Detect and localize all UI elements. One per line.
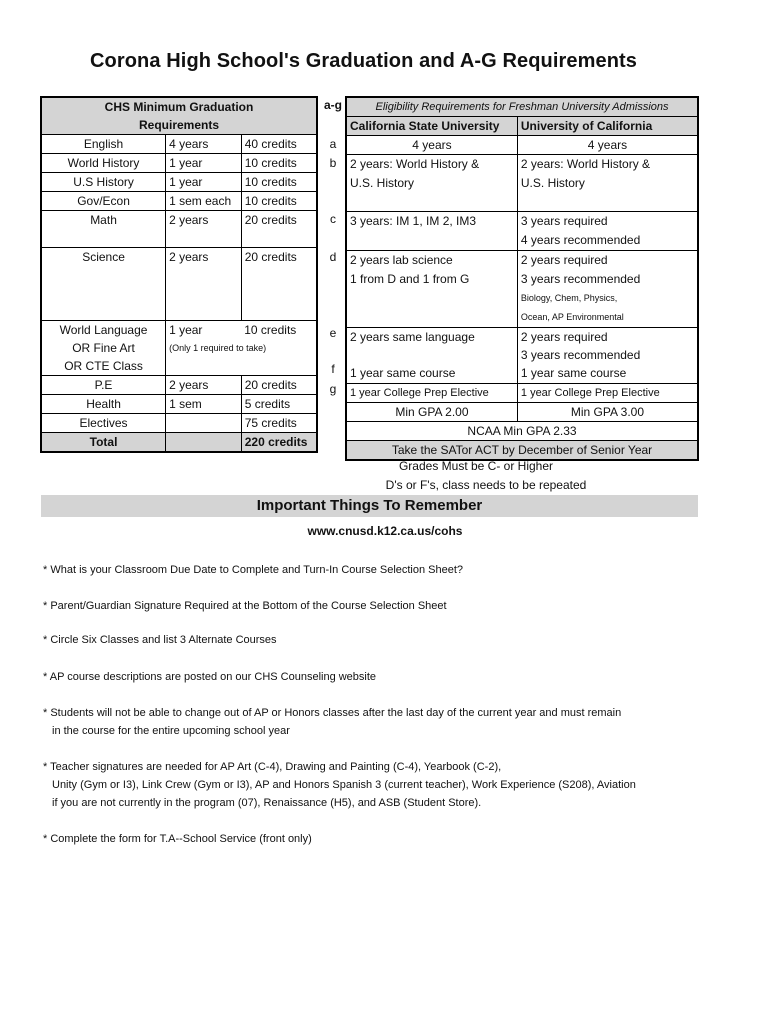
years-cell: 2 years — [166, 376, 242, 395]
gpa-csu-cell: Min GPA 2.00 — [346, 403, 517, 422]
d-uc-cell — [517, 251, 698, 328]
list-item: * Teacher signatures are needed for AP Art (C-4), Drawing and Painting (C-4), Yearbook (C-2), — [43, 761, 502, 773]
credits-cell: 10 credits — [241, 321, 317, 340]
ag-letter-g: g — [329, 382, 337, 396]
csu-header: California State University — [346, 117, 517, 136]
b-csu-line1: 2 years: World History & — [350, 157, 480, 171]
total-label: Total — [41, 433, 166, 453]
years-cell: 1 sem each — [166, 192, 242, 211]
e-csu: 2 years same language — [350, 330, 475, 344]
gpa-uc-cell: Min GPA 3.00 — [517, 403, 698, 422]
table-row — [41, 376, 317, 395]
ag-letter-a: a — [329, 137, 337, 151]
ag-letter-b: b — [329, 156, 337, 170]
table-row — [346, 422, 698, 441]
credits-cell: 20 credits — [241, 376, 317, 395]
table-row — [41, 211, 317, 248]
list-item: * Complete the form for T.A--School Service (front only) — [43, 833, 312, 845]
b-csu-cell — [346, 155, 517, 212]
subject-cell: P.E — [41, 376, 166, 395]
subject-cell: Science — [41, 248, 166, 321]
page-title: Corona High School's Graduation and A-G Requirements — [90, 50, 638, 72]
uc-header: University of California — [517, 117, 698, 136]
ef-uc-cell — [517, 328, 698, 384]
d-uc-line3: Biology, Chem, Physics, — [520, 293, 618, 303]
table-row — [41, 154, 317, 173]
b-csu-line2: U.S. History — [350, 176, 415, 190]
table-row — [346, 136, 698, 155]
eligibility-table — [345, 96, 699, 461]
years-cell — [166, 357, 317, 376]
important-heading: Important Things To Remember — [41, 495, 698, 517]
table-row — [346, 251, 698, 328]
ag-letter-e: e — [329, 326, 337, 340]
table-row — [41, 339, 317, 357]
subject-cell: Gov/Econ — [41, 192, 166, 211]
sat-cell: Take the SATor ACT by December of Senior Year — [346, 441, 698, 461]
table-row — [346, 384, 698, 403]
subject-cell: OR CTE Class — [41, 357, 166, 376]
list-item: * What is your Classroom Due Date to Complete and Turn-In Course Selection Sheet? — [43, 564, 464, 576]
table-row — [41, 357, 317, 376]
credits-cell: 20 credits — [241, 248, 317, 321]
c-uc-line2: 4 years recommended — [520, 233, 641, 247]
subject-cell: OR Fine Art — [41, 339, 166, 357]
table-row — [346, 441, 698, 461]
credits-cell: 20 credits — [241, 211, 317, 248]
years-cell: 2 years — [166, 211, 242, 248]
chs-header-line1: CHS Minimum Graduation — [41, 97, 317, 116]
ef-csu-spacer — [350, 346, 514, 364]
c-csu-cell: 3 years: IM 1, IM 2, IM3 — [346, 212, 517, 251]
e-uc-line2: 3 years recommended — [520, 348, 641, 362]
d-csu-line2: 1 from D and 1 from G — [350, 272, 470, 286]
c-uc-line1: 3 years required — [520, 214, 608, 228]
credits-cell: 10 credits — [241, 154, 317, 173]
table-row — [41, 395, 317, 414]
table-row — [41, 321, 317, 340]
d-uc-line2: 3 years recommended — [520, 272, 641, 286]
ag-label: a-g — [324, 98, 342, 112]
table-row — [41, 192, 317, 211]
years-cell: 1 year — [166, 173, 242, 192]
table-row — [346, 328, 698, 384]
total-spacer — [166, 433, 242, 453]
d-csu-cell — [346, 251, 517, 328]
total-row — [41, 433, 317, 453]
ef-csu-cell — [346, 328, 517, 384]
list-item: Unity (Gym or I3), Link Crew (Gym or I3), AP and Honors Spanish 3 (current teacher), Work Experience (S208), Aviation — [52, 779, 636, 791]
subject-cell: U.S History — [41, 173, 166, 192]
subject-cell: Math — [41, 211, 166, 248]
repeat-note: D's or F's, class needs to be repeated — [385, 478, 587, 492]
a-csu-cell: 4 years — [346, 136, 517, 155]
subject-cell: World Language — [41, 321, 166, 340]
list-item: if you are not currently in the program (07), Renaissance (H5), and ASB (Student Store). — [52, 797, 482, 809]
list-item: * Circle Six Classes and list 3 Alternate Courses — [43, 634, 277, 646]
subject-cell: Electives — [41, 414, 166, 433]
ag-letter-d: d — [329, 250, 337, 264]
table-row — [41, 414, 317, 433]
credits-cell: 10 credits — [241, 192, 317, 211]
table-row — [346, 212, 698, 251]
credits-cell: 40 credits — [241, 135, 317, 154]
years-cell: 1 year — [166, 154, 242, 173]
f-csu: 1 year same course — [350, 366, 456, 380]
years-cell: (Only 1 required to take) — [166, 339, 317, 357]
b-uc-line1: 2 years: World History & — [520, 157, 651, 171]
years-cell — [166, 414, 242, 433]
d-csu-line1: 2 years lab science — [350, 253, 453, 267]
table-row — [346, 155, 698, 212]
subject-cell: English — [41, 135, 166, 154]
list-item: * Students will not be able to change out of AP or Honors classes after the last day of the current year and must remain — [43, 707, 622, 719]
b-uc-line2: U.S. History — [520, 176, 585, 190]
g-csu-cell: 1 year College Prep Elective — [346, 384, 517, 403]
chs-header-line2: Requirements — [41, 116, 317, 135]
list-item: in the course for the entire upcoming school year — [52, 725, 290, 737]
credits-cell: 10 credits — [241, 173, 317, 192]
credits-cell: 75 credits — [241, 414, 317, 433]
ncaa-cell: NCAA Min GPA 2.33 — [346, 422, 698, 441]
years-cell: 4 years — [166, 135, 242, 154]
eligibility-header: Eligibility Requirements for Freshman University Admissions — [346, 97, 698, 117]
g-uc-cell: 1 year College Prep Elective — [517, 384, 698, 403]
years-cell: 1 year — [166, 321, 242, 340]
ag-letter-f: f — [331, 362, 335, 376]
years-cell: 1 sem — [166, 395, 242, 414]
d-uc-line1: 2 years required — [520, 253, 608, 267]
table-row — [41, 248, 317, 321]
website-url: www.cnusd.k12.ca.us/cohs — [307, 524, 463, 538]
credits-cell: 5 credits — [241, 395, 317, 414]
a-uc-cell: 4 years — [517, 136, 698, 155]
table-row — [41, 173, 317, 192]
ag-letter-c: c — [330, 212, 336, 226]
subject-cell: World History — [41, 154, 166, 173]
c-uc-cell — [517, 212, 698, 251]
table-row — [346, 403, 698, 422]
subject-cell: Health — [41, 395, 166, 414]
grades-note: Grades Must be C- or Higher — [398, 459, 554, 473]
table-row — [41, 135, 317, 154]
b-uc-cell — [517, 155, 698, 212]
list-item: * AP course descriptions are posted on our CHS Counseling website — [43, 671, 377, 683]
years-cell: 2 years — [166, 248, 242, 321]
chs-requirements-table — [40, 96, 318, 453]
list-item: * Parent/Guardian Signature Required at the Bottom of the Course Selection Sheet — [43, 600, 447, 612]
e-uc-line1: 2 years required — [520, 330, 608, 344]
d-uc-line4: Ocean, AP Environmental — [520, 312, 624, 322]
total-credits: 220 credits — [241, 433, 317, 453]
f-uc: 1 year same course — [520, 366, 627, 380]
